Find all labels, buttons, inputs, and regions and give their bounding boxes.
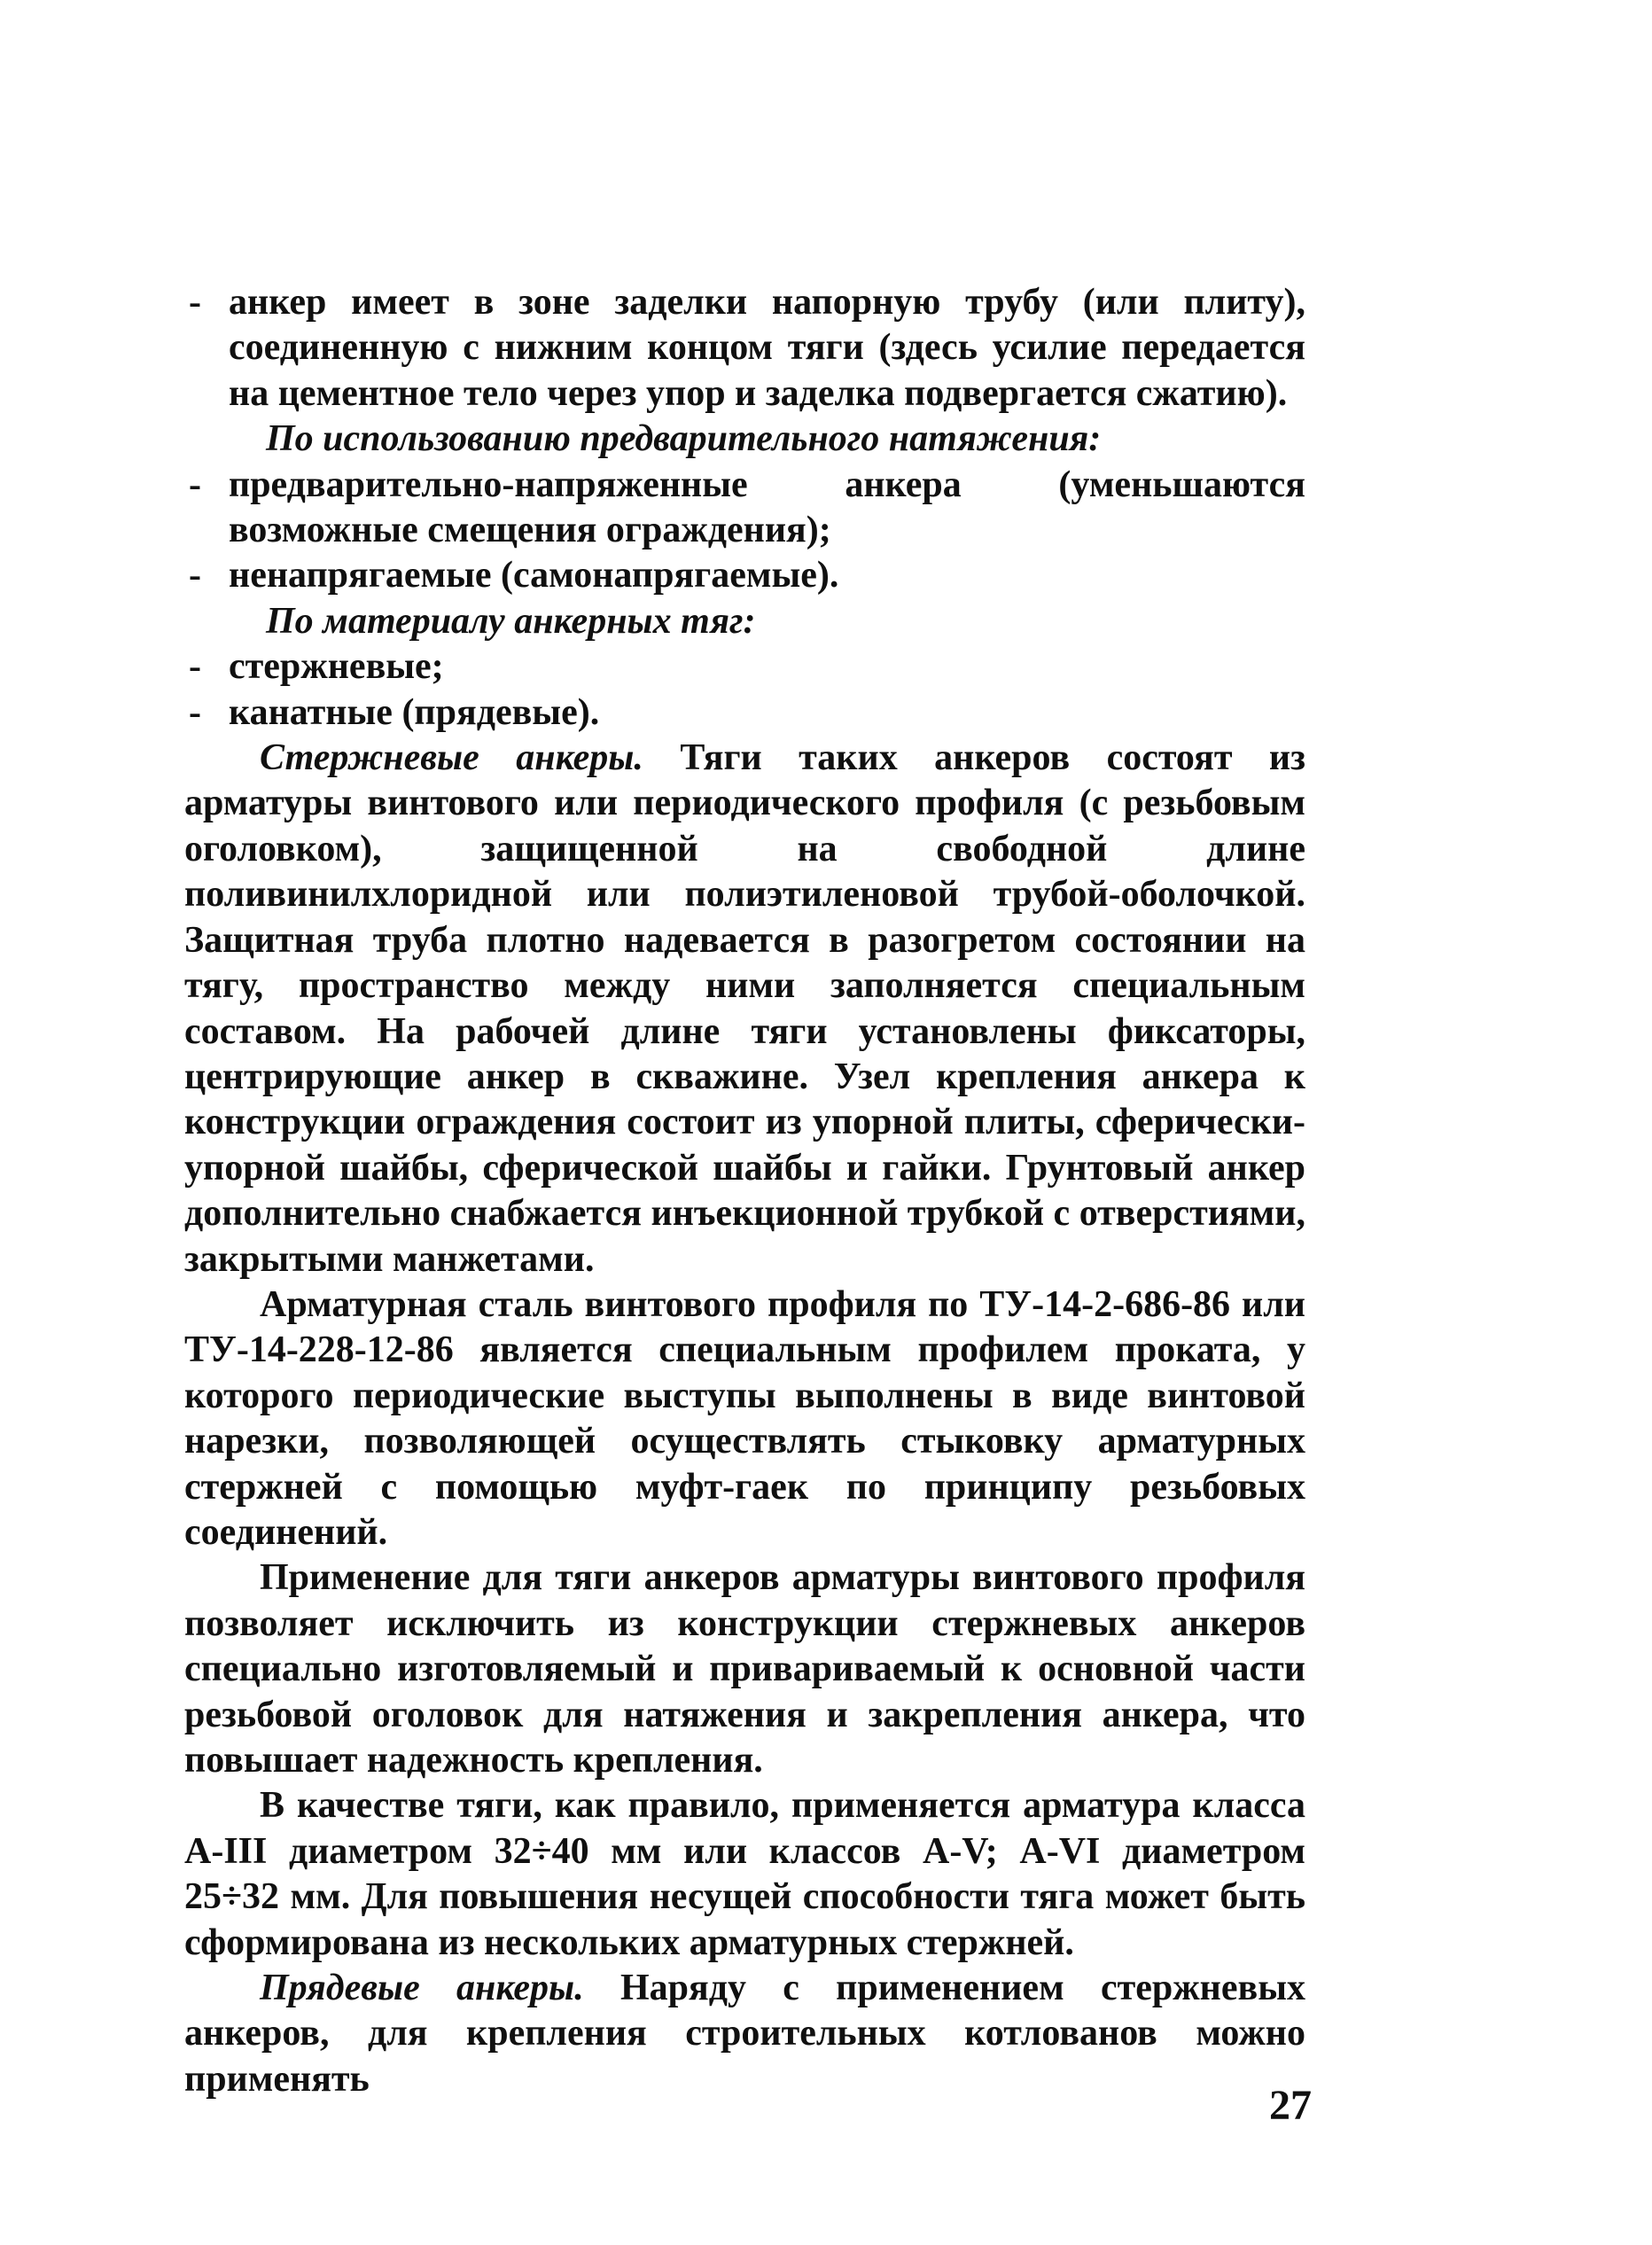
list-item-prestressed bbox=[184, 463, 1305, 554]
paragraph-text: Наряду с применением стержневых анкеров, для крепления строительных котлованов можно применять bbox=[184, 1968, 1305, 2100]
subhead-tie-material: По материалу анкерных тяг: bbox=[266, 600, 756, 642]
list-dash: - bbox=[189, 282, 201, 323]
list-item-non-stressed bbox=[184, 553, 1305, 598]
paragraph-lead: Прядевые анкеры. bbox=[260, 1968, 584, 2009]
paragraph-tie-class: В качестве тяги, как правило, применяется арматура класса А-III диаметром 32÷40 мм или классов А-V; А-VI диаметром 25÷32 мм. Для повышения несущей способности тяга может быть сформирована из нескольких арматурных стержней. bbox=[184, 1785, 1305, 1963]
paragraph-lead: Стержневые анкеры. bbox=[260, 737, 643, 779]
paragraph-rod-anchors bbox=[184, 736, 1305, 1282]
list-item-anchor-pipe bbox=[184, 280, 1305, 417]
list-item-text: стержневые; bbox=[229, 646, 444, 688]
list-dash: - bbox=[189, 555, 201, 596]
list-item-rod bbox=[184, 644, 1305, 690]
list-item-text: канатные (прядевые). bbox=[229, 691, 600, 733]
list-item-text: ненапрягаемые (самонапрягаемые). bbox=[229, 555, 839, 596]
page-number: 27 bbox=[1269, 2082, 1312, 2129]
list-dash: - bbox=[189, 464, 201, 505]
subhead-pretension: По использованию предварительного натяжения: bbox=[266, 418, 1102, 460]
paragraph-screw-steel: Арматурная сталь винтового профиля по ТУ-14-2-686-86 или ТУ-14-228-12-86 является специальным профилем проката, у которого периодические выступы выполнены в виде винтовой нарезки, позволяющей осуществлять стыковку арматурных стержней с помощью муфт-гаек по принципу резьбовых соединений. bbox=[184, 1283, 1305, 1553]
paragraph-screw-profile-use: Применение для тяги анкеров арматуры винтового профиля позволяет исключить из конструкции стержневых анкеров специально изготовляемый и привариваемый к основной части резьбовой оголовок для натяжения и закрепления анкера, что повышает надежность крепления. bbox=[184, 1557, 1305, 1781]
paragraph-text: Тяги таких анкеров состоят из арматуры винтового или периодического профиля (с резьбовым оголовком), защищенной на свободной длине поливинилхлоридной или полиэтиленовой трубой-оболочкой. Защитная труба плотно надевается в разогретом состоянии на тягу, пространство между ними заполняется специальным составом. На рабочей длине тяги установлены фиксаторы, центрирующие анкер в скважине. Узел крепления анкера к конструкции ограждения состоит из упорной плиты, сферически-упорной шайбы, сферической шайбы и гайки. Грунтовый анкер дополнительно снабжается инъекционной трубкой с отверстиями, закрытыми манжетами. bbox=[184, 737, 1305, 1280]
list-dash: - bbox=[189, 691, 201, 733]
list-item-text: анкер имеет в зоне заделки напорную трубу (или плиту), соединенную с нижним концом тяги (здесь усилие передается на цементное тело через упор и заделка подвергается сжатию). bbox=[229, 282, 1305, 414]
list-item-cable bbox=[184, 690, 1305, 736]
list-item-text: предварительно-напряженные анкера (уменьшаются возможные смещения ограждения); bbox=[229, 464, 1305, 551]
paragraph-strand-anchors bbox=[184, 1966, 1305, 2102]
list-dash: - bbox=[189, 646, 201, 688]
text-column bbox=[184, 280, 1305, 2102]
